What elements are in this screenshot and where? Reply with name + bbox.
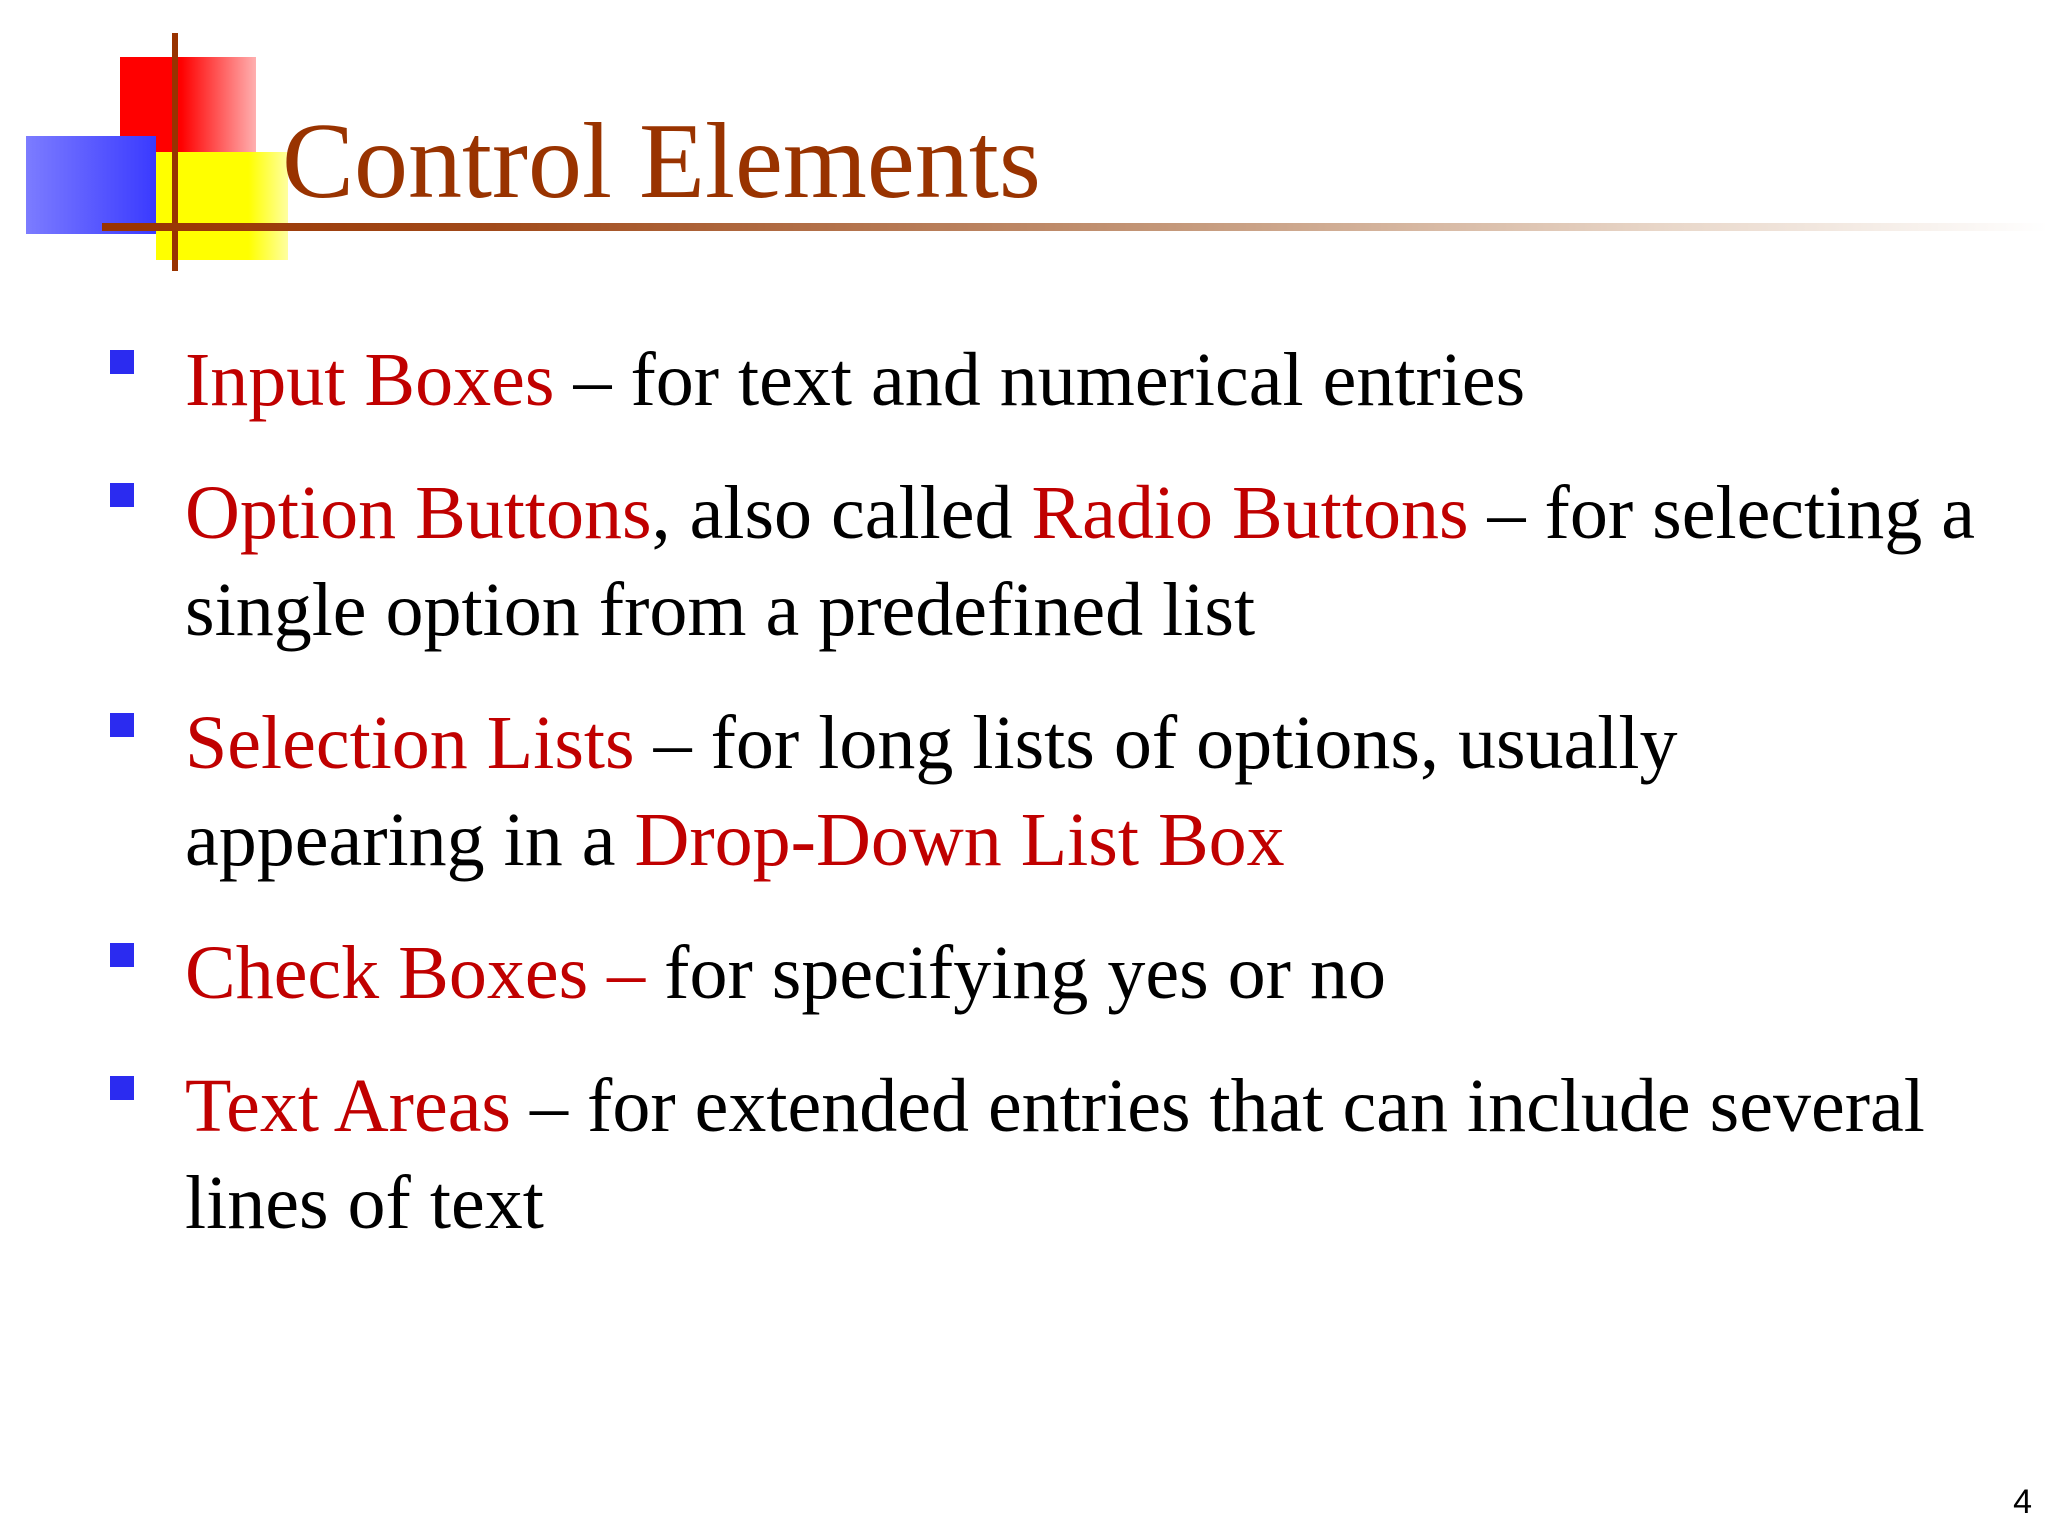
square-bullet-icon [110,943,134,967]
square-bullet-icon [110,713,134,737]
bullet-item [110,1058,1990,1252]
bullet-term-drop-down-list-box: Drop-Down List Box [634,798,1285,882]
bullet-text: – for text and numerical entries [554,338,1526,422]
bullet-term-radio-buttons: Radio Buttons [1031,471,1469,555]
bullet-term-option-buttons: Option Buttons [185,471,652,555]
bullet-text: – for selecting a single option from a predefined list [185,471,1975,652]
square-bullet-icon [110,483,134,507]
slide-title: Control Elements [282,102,1041,221]
bullet-item [110,465,1990,659]
bullet-item [110,695,1990,889]
bullet-term-check-boxes: Check Boxes – [185,931,646,1015]
title-underline [102,223,2048,231]
square-bullet-icon [110,1076,134,1100]
bullet-text: , also called [651,471,1032,555]
bullet-term-input-boxes: Input Boxes [185,338,555,422]
decorative-vertical-line [172,33,178,271]
bullet-term-selection-lists: Selection Lists [185,701,635,785]
bullet-text: for specifying yes or no [645,931,1386,1015]
page-number: 4 [2013,1483,2032,1521]
decorative-blue-square [26,136,156,234]
square-bullet-icon [110,350,134,374]
bullet-text: – for long lists of options, usually appearing in a [185,701,1678,882]
bullet-term-text-areas: Text Areas [185,1064,512,1148]
bullet-item [110,332,1990,429]
bullet-list [110,332,1990,1288]
bullet-item [110,925,1990,1022]
bullet-text: – for extended entries that can include several lines of text [185,1064,1925,1245]
